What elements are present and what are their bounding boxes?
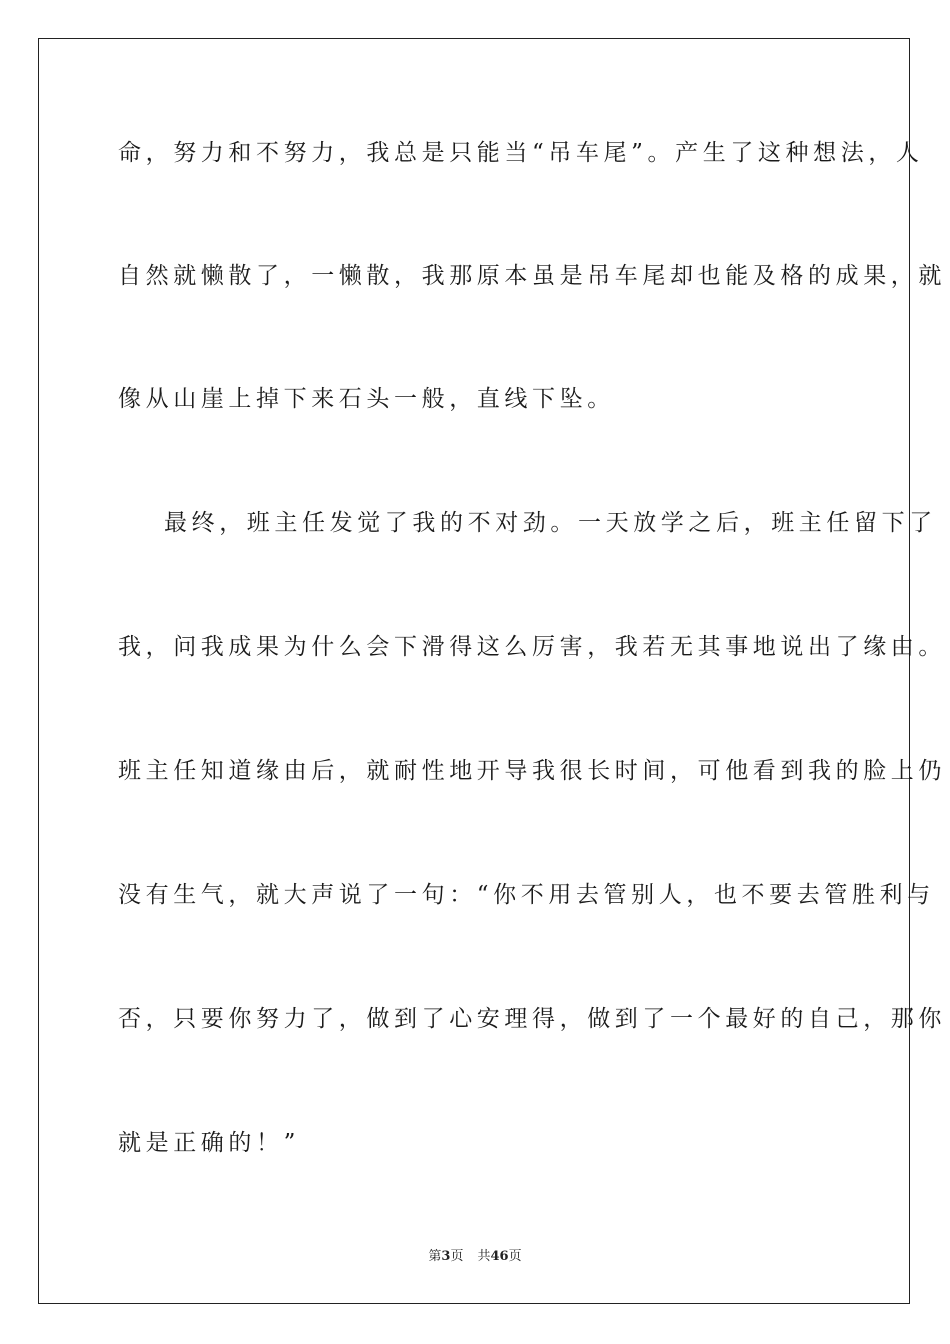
text-line-7: 没有生气，就大声说了一句：“你不用去管别人，也不要去管胜利与: [118, 882, 935, 908]
text-line-9: 就是正确的！”: [118, 1130, 300, 1156]
text-line-6: 班主任知道缘由后，就耐性地开导我很长时间，可他看到我的脸上仍: [118, 758, 946, 784]
total-prefix: 共: [477, 1249, 491, 1264]
page-number: 3: [441, 1249, 451, 1264]
text-line-8: 否，只要你努力了，做到了心安理得，做到了一个最好的自己，那你: [118, 1006, 946, 1032]
page-prefix: 第: [428, 1249, 442, 1264]
text-line-4: 最终，班主任发觉了我的不对劲。一天放学之后，班主任留下了: [164, 510, 937, 536]
total-suffix: 页: [508, 1249, 522, 1264]
text-line-5: 我，问我成果为什么会下滑得这么厉害，我若无其事地说出了缘由。: [118, 634, 946, 660]
page-footer: [0, 1248, 950, 1266]
text-line-2: 自然就懒散了，一懒散，我那原本虽是吊车尾却也能及格的成果，就: [118, 263, 946, 289]
page-border: [38, 38, 946, 1304]
page-suffix: 页: [450, 1249, 464, 1264]
text-line-1: 命，努力和不努力，我总是只能当“吊车尾”。产生了这种想法，人: [118, 140, 924, 166]
total-pages: 46: [490, 1249, 509, 1264]
text-line-3: 像从山崖上掉下来石头一般，直线下坠。: [118, 386, 615, 412]
